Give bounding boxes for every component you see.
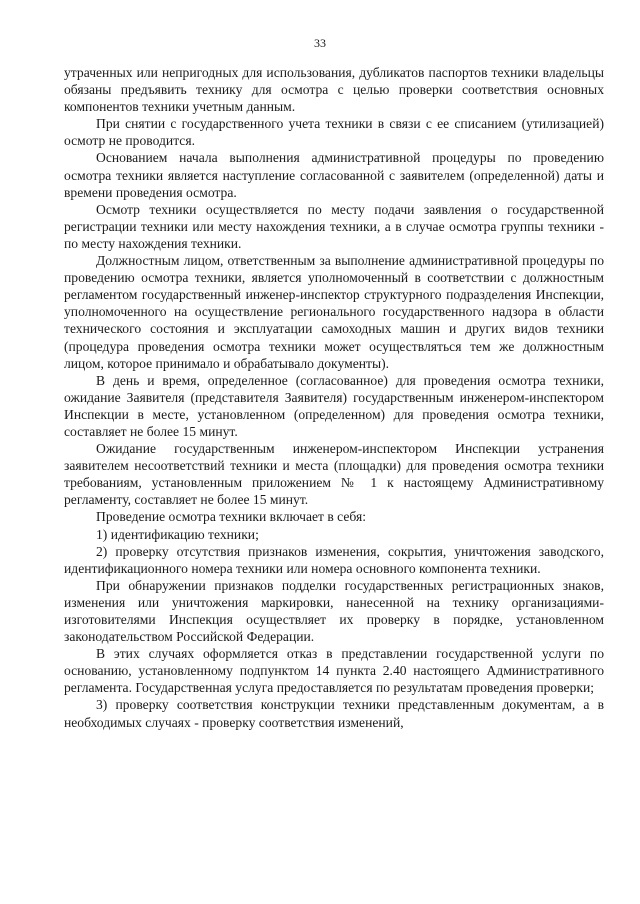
paragraph: Основанием начала выполнения административной процедуры по проведению осмотра техники является наступление согласованной с заявителем (определенной) даты и времени проведения осмотра. <box>64 150 604 200</box>
paragraph: Ожидание государственным инженером-инспектором Инспекции устранения заявителем несоответствий техники и места (площадки) для проведения осмотра техники требованиям, установленным приложением № 1 к настоящему Административному регламенту, составляет не более 15 минут. <box>64 441 604 508</box>
paragraph: Должностным лицом, ответственным за выполнение административной процедуры по проведению осмотра техники, является уполномоченный в соответствии с должностным регламентом государственный инженер-инспектор структурного подразделения Инспекции, уполномоченного на осуществление регионального государственного надзора в области технического состояния и эксплуатации самоходных машин и других видов техники (процедура проведения осмотра техники может осуществляться тем же должностным лицом, которое принимало и обрабатывало документы). <box>64 253 604 371</box>
list-item: 3) проверку соответствия конструкции техники представленным документам, а в необходимых случаях - проверку соответствия изменений, <box>64 697 604 730</box>
paragraph: Проведение осмотра техники включает в себя: <box>96 509 367 525</box>
paragraph-continuation: утраченных или непригодных для использования, дубликатов паспортов техники владельцы обязаны предъявить технику для осмотра с целью проверки соответствия основных компонентов техники учетным данным. <box>64 65 604 115</box>
page-number: 33 <box>314 36 326 50</box>
document-body <box>64 64 604 731</box>
paragraph: В этих случаях оформляется отказ в представлении государственной услуги по основанию, установленному подпунктом 14 пункта 2.40 настоящего Административного регламента. Государственная услуга предоставляется по результатам проведения проверки; <box>64 646 604 696</box>
paragraph: В день и время, определенное (согласованное) для проведения осмотра техники, ожидание Заявителя (представителя Заявителя) государственным инженером-инспектором Инспекции в месте, установленном (определенном) для проведения осмотра техники, составляет не более 15 минут. <box>64 372 604 439</box>
paragraph: Осмотр техники осуществляется по месту подачи заявления о государственной регистрации техники или месту нахождения техники, а в случае осмотра группы техники - по месту нахождения техники. <box>64 201 604 251</box>
list-item: 1) идентификацию техники; <box>96 526 259 542</box>
list-item: 2) проверку отсутствия признаков изменения, сокрытия, уничтожения заводского, идентификационного номера техники или номера основного компонента техники. <box>64 543 604 576</box>
paragraph: При обнаружении признаков подделки государственных регистрационных знаков, изменения или уничтожения маркировки, нанесенной на технику организациями-изготовителями Инспекция осуществляет их проверку в порядке, установленном законодательством Российской Федерации. <box>64 577 604 645</box>
paragraph: При снятии с государственного учета техники в связи с ее списанием (утилизацией) осмотр не проводится. <box>64 116 604 149</box>
